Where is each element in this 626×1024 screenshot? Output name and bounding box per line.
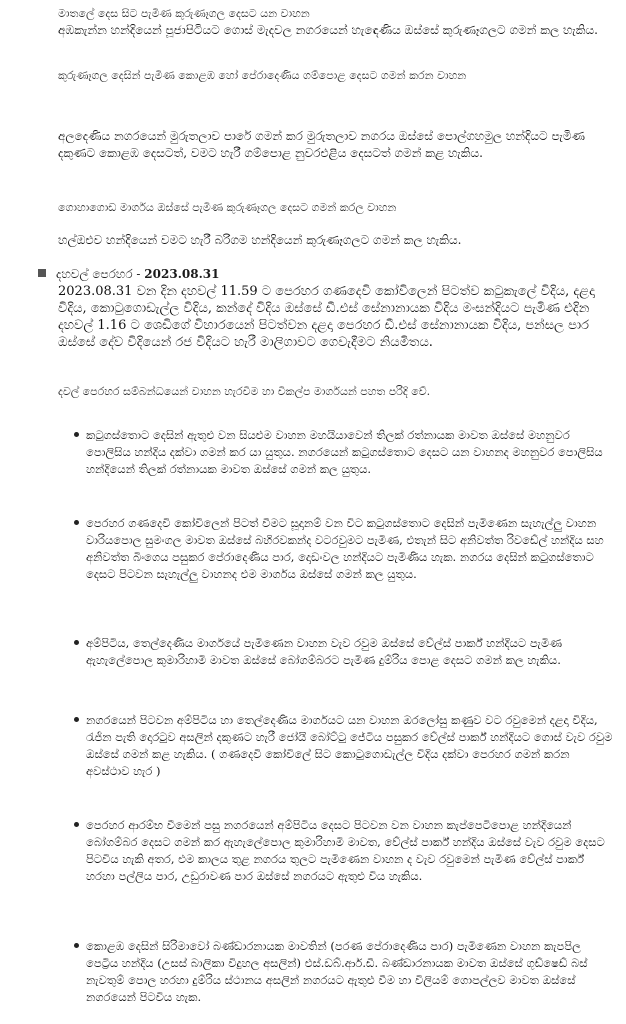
section1-paragraph: අඹකැන්න හන්දියෙන් පූජාපිටියට ගොස් මැදවල නගරයෙන් හැඳෙණිය ඔස්සේ කුරුණෑගලට ගමන් කල හැකිය.	[58, 23, 598, 37]
bullet-dot-icon	[74, 520, 79, 525]
list-item	[86, 712, 616, 780]
bullet-dot-icon	[74, 943, 79, 948]
bullet-dot-icon	[74, 432, 79, 437]
section2-heading: කුරුණෑගල දෙසින් පැමිණ කොළඹ හෝ පේරාදෙණිය ගම්පොළ දෙසට ගමන් කරන වාහන	[58, 69, 467, 82]
day-perahera-label: දහවල් පෙරහර -	[56, 267, 145, 281]
list-item-text: පෙරහර ආරම්භ වීමෙන් පසු නගරයෙන් අම්පිටිය දෙසට පිටවන වන වාහන කැප්පෙටිපොළ හන්දියෙන් බෝගම්බර දෙසට ගමන් කර ඇහැලේපොල කුමාරිහාමි මාවත, වේල්ස් පාර්ක් හන්දිය ඔස්සේ වැව රවුම දෙසට පිටවිය හැකි අතර, එම කාලය තුළ නගරය තුලට පැමිණෙන වාහන ද වැව රවුමෙන් පැමිණ වේල්ස් පාර්ක් හරහා පල්ලිය පාර, උඩුරාවණ පාර ඔස්සේ නගරයට ඇතුළු විය හැකිය.	[86, 818, 605, 883]
route-intro: දවල් පෙරහර සම්බන්ධයෙන් වාහන හැරවීම හා විකල්ප මාර්ගයන් පහත පරිදි වේ.	[58, 385, 431, 398]
section2-paragraph: අලදෙණිය නගරයෙන් මුරුතලාව පාරේ ගමන් කර මුරුතලාව නගරය ඔස්සේ පොල්ගහමුල හන්දියට පැමිණ දකුණට කොළඹ දෙසටත්, වමට හැරී ගම්පොළ නුවරඑළිය දෙසටත් ගමන් කළ හැකිය.	[58, 129, 586, 160]
section1-heading: මාතලේ දෙස සිට පැමිණ කුරුණෑගල දෙසට යන වාහන	[58, 7, 310, 20]
list-item-text: කොළඹ දෙසින් සිරිමාවෝ බණ්ඩාරනායක මාවතින් (පරණ පේරාදෙණිය පාර) පැමිණෙන වාහන කැපපිල පෙට්‍රිය හන්දිය (උසස් බාලිකා විදුහල අසලින්) එස්.ඩබ්.ආර්.ඩී. බණ්ඩාරනායක මාවත ඔස්සේ ගුඩ්ෂෙඩ් බස් නැවතුම් පොල හරහා දුම්රිය ස්ථානය අසලින් නගරයට ඇතුළු වීම හා විලියම් ගොපල්ලව මාවත ඔස්සේ නගරයෙන් පිටවිය හැක.	[86, 939, 588, 1004]
bullet-dot-icon	[74, 717, 79, 722]
section3-paragraph: හල්ඔළුව හන්දියෙන් වමට හැරී බරිගම හන්දියෙන් කුරුණෑගලට ගමන් කල හැකිය.	[58, 233, 462, 247]
list-item	[86, 515, 616, 583]
bullet-dot-icon	[74, 822, 79, 827]
list-item	[86, 635, 616, 669]
day-perahera-paragraph: 2023.08.31 වන දින දහවල් 11.59 ට පෙරහර ගණදෙවි කෝවිලෙන් පිටත්ව කටුකැලේ විදිය, දළදා විදිය, කොටුගොඩැල්ල විදිය, කන්දේ විදිය ඔස්සේ ඩී.එස් සේනානායක විදිය මංසන්දියට පැමිණ එදින දහවල් 1.16 ට ශෙඩිගේ විහාරයෙන් පිටත්වන දළදා පෙරහර ඩී.එස් සේනානායක විදිය, පන්සල පාර ඔස්සේ දේව විදියෙන් රජ විදියට හැරී මාලිගාවට ගෙවැදීමට නියමිතය.	[58, 284, 595, 350]
day-perahera-date: 2023.08.31	[144, 267, 220, 281]
section3-heading: ගොහාගොඩ මාර්ගය ඔස්සේ පැමිණ කුරුණෑගල දෙසට ගමන් කරල වාහන	[58, 201, 397, 214]
list-item-text: කටුගස්තොට දෙසින් ඇතුළු වන සියළුම වාහන මහයියාවෙන් තිලක් රත්නායක මාවත ඔස්සේ මහනුවර පොලිසිය හන්දිය දක්වා ගමන් කර යා යුතුය. නගරයෙන් කටුගස්තොට දෙසට යන වාහනද මහනුවර පොලිසිය හන්දියෙන් තිලක් රත්නායක මාවත ඔස්සේ ගමන් කල යුතුය.	[86, 428, 603, 476]
list-item	[86, 817, 616, 885]
list-item	[86, 427, 616, 478]
list-item-text: නගරයෙන් පිටවන අම්පිටිය හා තෙල්දෙණිය මාර්ගයට යන වාහන ඔරලෝසු කණුව වට රවුමෙන් දළදා විදිය, රැජින පැති දොරටුව අසලින් දකුණට හැරී ජෝයි බෝට්ටු ජේටිය පසුකර වේල්ස් පාර්ක් හන්දියට ගොස් වැව රවුම ඔස්සේ ගමන් කළ හැකිය. ( ගණදෙවි කෝවිලේ සිට කොටුගොඩැල්ල විදිය දක්වා පෙරහර ගමන් කරන අවස්ථාව හැර )	[86, 713, 613, 778]
list-item-text: අම්පිටිය, තෙල්දෙණිය මාර්ගයේ පැමිණෙන වාහන වැව රවුම ඔස්සේ වේල්ස් පාර්ක් හන්දියට පැමිණ ඇහැලේපොල කුමාරිහාමි මාවත ඔස්සේ බෝගම්බරට පැමිණ දුම්රිය පොළ දෙසට ගමන් කල හැකිය.	[86, 636, 563, 667]
bullet-dot-icon	[74, 640, 79, 645]
day-perahera-title	[38, 266, 598, 283]
list-item	[86, 938, 616, 1006]
square-bullet-icon	[38, 269, 46, 277]
list-item-text: පෙරහර ගණදෙවි කෝවිලෙන් පිටත් වීමට සූදානම් වන විට කටුගස්තොට දෙසින් පැමිණෙන සැහැල්ලු වාහන වාරියපොල සුමංගල මාවත ඔස්සේ බහිරවකන්ද වටරවුමට පැමිණ, එතැන් සිට අනිවත්ත රිවඩේල් හන්දිය සහ අනිවත්ත බිංගෙය පසුකර පේරාදෙණිය පාර, දොඩංවල හන්දියට පැමිණිය හැක. නගරය දෙසින් කටුගස්තොට දෙසට පිටවන සැහැල්ලු වාහනද එම මාර්ගය ඔස්සේ ගමන් කල යුතුය.	[86, 516, 604, 581]
